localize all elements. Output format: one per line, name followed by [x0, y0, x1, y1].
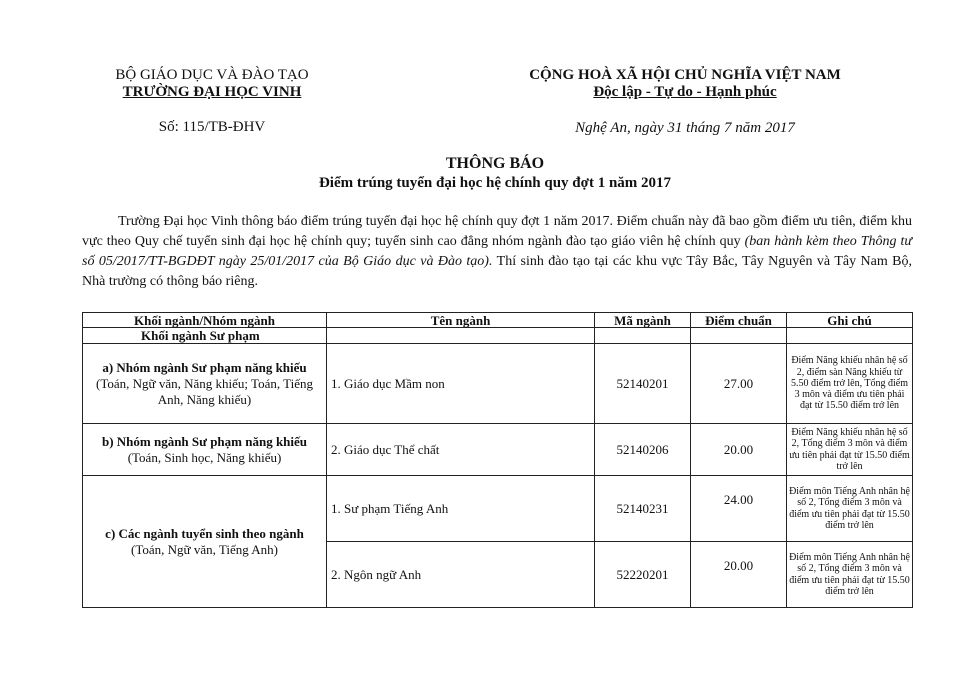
- group-cell: [83, 424, 327, 476]
- cutoff-score: 20.00: [691, 424, 787, 476]
- table-cell-empty: [595, 328, 691, 344]
- table-row: [83, 424, 913, 476]
- university-name: [96, 83, 328, 101]
- table-cell-empty: [691, 328, 787, 344]
- group-cell: [83, 476, 327, 608]
- country-name: CỘNG HOÀ XÃ HỘI CHỦ NGHĨA VIỆT NAM: [529, 67, 841, 83]
- group-title: b) Nhóm ngành Sư phạm năng khiếu: [101, 433, 308, 449]
- document-number: Số: 115/TB-ĐHV: [158, 119, 266, 135]
- university-name-text: TRƯỜNG ĐẠI HỌC VINH: [122, 84, 302, 100]
- table-cell-empty: [787, 328, 913, 344]
- note: Điểm Năng khiếu nhân hệ số 2, điểm sàn Năng khiếu từ 5.50 điểm trở lên, Tổng điểm 3 môn và điểm ưu tiên phải đạt từ 15.50 điểm trở lên: [787, 344, 913, 424]
- body-italic-reference: (ban hành kèm theo Thông tư số 05/2017/TT-BGDĐT ngày 25/01/2017 của Bộ Giáo dục và Đào tạo).: [82, 234, 912, 269]
- col-header-note: Ghi chú: [787, 313, 913, 328]
- major-name: 2. Ngôn ngữ Anh: [327, 542, 595, 608]
- ministry-name: BỘ GIÁO DỤC VÀ ĐÀO TẠO: [115, 67, 309, 83]
- major-code: 52140231: [595, 476, 691, 542]
- section-title: Khối ngành Sư phạm: [83, 328, 327, 344]
- body-part-2: Thí sinh đào tạo tại các khu vực Tây Bắc, Tây Nguyên và Tây Nam Bộ, Nhà trường có thông báo riêng.: [82, 254, 912, 289]
- section-row: [83, 328, 913, 344]
- col-header-code: Mã ngành: [595, 313, 691, 328]
- major-code: 52140201: [595, 344, 691, 424]
- major-code: 52220201: [595, 542, 691, 608]
- table-row: [83, 344, 913, 424]
- cutoff-score: 27.00: [691, 344, 787, 424]
- major-code: 52140206: [595, 424, 691, 476]
- col-header-group: Khối ngành/Nhóm ngành: [83, 313, 327, 328]
- group-title: a) Nhóm ngành Sư phạm năng khiếu: [102, 359, 307, 375]
- national-motto: [480, 83, 890, 101]
- subject-combination: (Toán, Ngữ văn, Năng khiếu; Toán, Tiếng Anh, Năng khiếu): [96, 375, 313, 407]
- col-header-score: Điểm chuẩn: [691, 313, 787, 328]
- col-header-major: Tên ngành: [327, 313, 595, 328]
- cutoff-score: 20.00: [691, 542, 787, 608]
- major-name: 1. Giáo dục Mầm non: [327, 344, 595, 424]
- table-cell-empty: [327, 328, 595, 344]
- note: Điểm môn Tiếng Anh nhân hệ số 2, Tổng điểm 3 môn và điểm ưu tiên phải đạt từ 15.50 điểm trở lên: [787, 542, 913, 608]
- subject-combination: (Toán, Sinh học, Năng khiếu): [127, 449, 282, 465]
- table-row: [83, 476, 913, 542]
- cutoff-score: 24.00: [691, 476, 787, 542]
- group-title: c) Các ngành tuyển sinh theo ngành: [105, 525, 304, 541]
- subject-combination: (Toán, Ngữ văn, Tiếng Anh): [131, 541, 278, 557]
- place-date: Nghệ An, ngày 31 tháng 7 năm 2017: [575, 120, 795, 136]
- notice-subtitle: Điểm trúng tuyển đại học hệ chính quy đợt 1 năm 2017: [318, 175, 672, 191]
- admission-score-table: [82, 312, 913, 608]
- national-motto-text: Độc lập - Tự do - Hạnh phúc: [593, 84, 777, 100]
- notice-title: THÔNG BÁO: [445, 155, 545, 172]
- major-name: 2. Giáo dục Thể chất: [327, 424, 595, 476]
- major-name: 1. Sư phạm Tiếng Anh: [327, 476, 595, 542]
- body-part-1: Trường Đại học Vinh thông báo điểm trúng tuyển đại học hệ chính quy đợt 1 năm 2017. Điểm chuẩn này đã bao gồm điểm ưu tiên, điểm khu vực theo Quy chế tuyển sinh đại học hệ chính quy; tuyển sinh cao đẳng nhóm ngành đào tạo giáo viên hệ chính quy: [82, 214, 912, 249]
- notice-body: [82, 212, 912, 292]
- group-cell: [83, 344, 327, 424]
- note: Điểm môn Tiếng Anh nhân hệ số 2, Tổng điểm 3 môn và điểm ưu tiên phải đạt từ 15.50 điểm trở lên: [787, 476, 913, 542]
- table-header-row: [83, 313, 913, 328]
- note: Điểm Năng khiếu nhân hệ số 2, Tổng điểm 3 môn và điểm ưu tiên phải đạt từ 15.50 điểm trở lên: [787, 424, 913, 476]
